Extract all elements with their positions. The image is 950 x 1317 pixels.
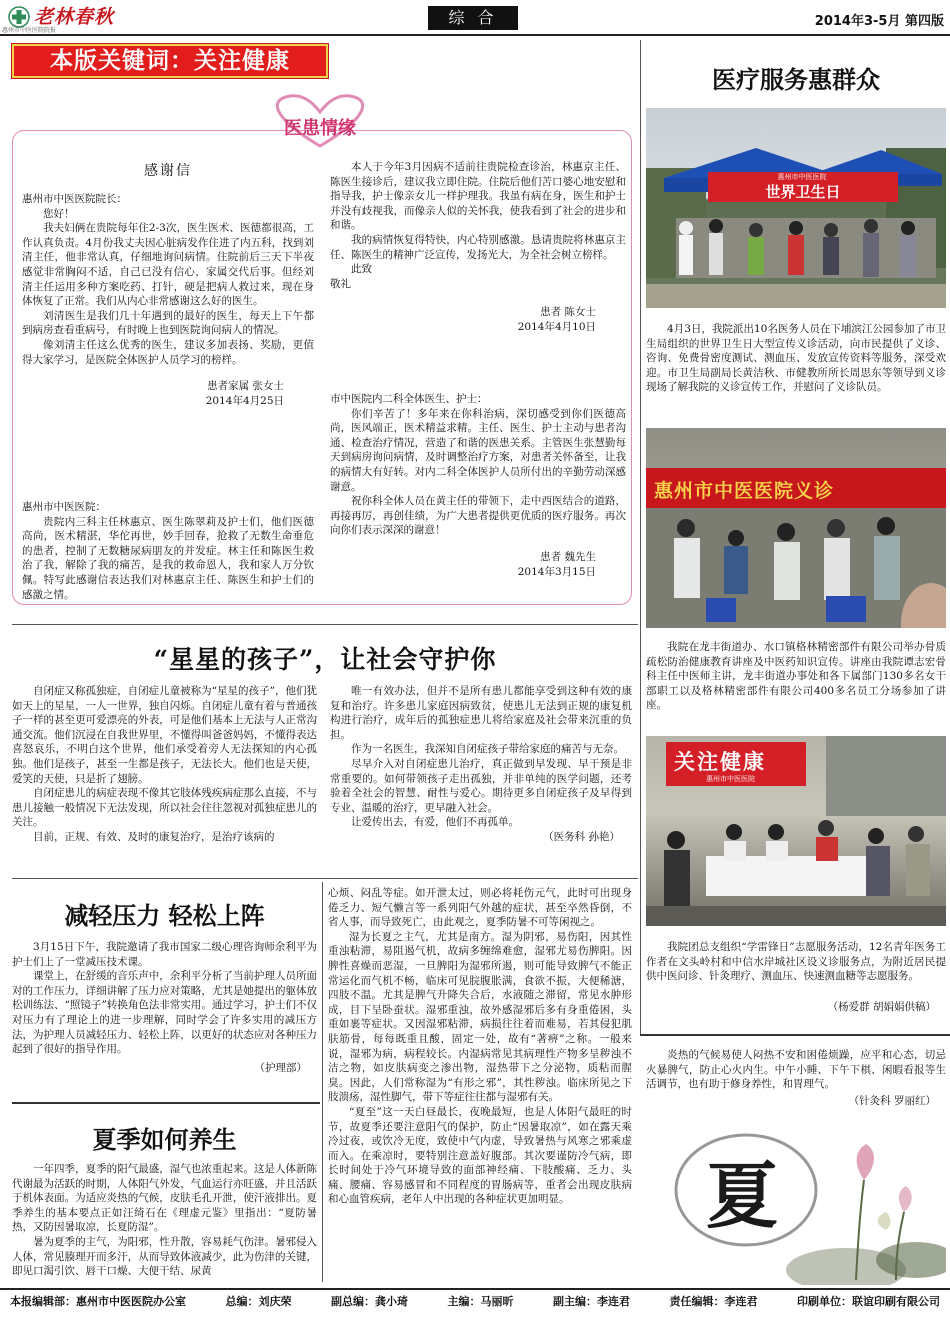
lotus-ink-painting-icon [646,1120,946,1285]
photo2-banner: 惠州市中医医院义诊 [654,480,835,502]
letter2-signer: 患者 陈女士 [540,306,596,319]
letter1-salutation: 惠州市中医医院院长： [22,193,127,205]
section-divider [12,878,638,879]
summer-paragraph: 湿为长夏之主气，尤其是南方。湿为阴邪，易伤阳，因其性重浊粘滞，易阻遏气机，故病多缠绵难愈，湿邪尤易伤脾阳。因脾性喜燥而恶湿，一旦脾阳为湿邪所遏，则可能导致脾气不能正常运化而气机不畅，临床可见脘腹胀满，食欲不振，大便稀溏，四肢不温。尤其是脾气升降失合后，水液随之滞留，常见水肿形成，目下呈卧蚕状。湿邪重浊，故外感湿邪后多有身重倦困，头重如裹等症状。又因湿邪粘滞，病损往往着而难易，若其侵犯肌肤筋骨，每每既重且酸，固定一处，故有“著痹”之称。一般来说，湿邪为病，病程较长。内湿病常见其病理性产物多呈秽浊不洁之物，如皮肤病变之渗出物，湿热带下之分泌物，质粘而腥臭。因此，人们常称湿为“有形之邪”，其性秽浊。临床所见之下肢溃疡，湿性脚气，带下等症往往都与湿邪有关。 [328,930,632,1104]
tent-scene-icon [646,108,946,308]
caption-volunteer: 我院团总支组织“学雷锋日”志愿服务活动，12名青年医务工作者在文头岭村和中信水岸城社区设义诊服务点，为附近居民提供中医问诊、针灸理疗、测血压、快速测血糖等志愿服务。 [646,941,946,983]
autism-paragraph: 尽早介入对自闭症患儿治疗，真正做到早发现、早干预是非常重要的。如何带领孩子走出孤独，并非单纯的医学问题，还考验着全社会的智慧、耐性与爱心。期待更多自闭症孩子及早得到专业、温暖的治疗，更早融入社会。 [330,757,632,814]
letter1-paragraph: 刘清医生是我们几十年遇到的最好的医生，每天上下午都到病房查看重病号，有时晚上也到医院询问病人的情况。 [22,309,314,337]
photo1-tent-small: 惠州市中医医院 [777,173,827,181]
footer-item: 责任编辑：李连君 [669,1295,758,1308]
masthead-logo-text: 老林春秋 [34,6,115,28]
letter1-signer: 患者家属 张女士 [207,380,284,393]
section-divider [12,1102,320,1104]
summer-note-byline: （针灸科 罗丽红） [848,1095,936,1107]
stress-paragraph: 3月15日下午，我院邀请了我市国家二级心理咨询师余利平为护士们上了一堂减压技术课。 [12,941,317,968]
letter2-paragraph: 我的病情恢复得特快，内心特别感激。恳请贵院将林惠京主任、陈医生的精神广泛宣传，发扬光大，为全社会树立榜样。 [330,233,626,261]
summer-col1 [12,1162,317,1279]
letter2-part2 [330,160,626,335]
letter3 [330,392,626,579]
stress-body [12,940,317,1075]
consultation-scene-icon [646,428,946,628]
letter1-paragraph: 我夫妇俩在贵院每年住2-3次，医生医术、医德都很高，工作认真负责。4月份我丈夫因心脏病发作住进了内五科，找到刘清主任，他非常认真，仔细地询问病情。住院前后三天下半夜感觉非常胸闷不适，自己已没有信心，家属交代后事。但经刘清主任运用多种方案吃药、打针，硬是把病人救过来，现在身体恢复了正常。我们从内心非常感谢这么好的医生。 [22,222,314,308]
footer-item: 总编：刘庆荣 [225,1295,292,1308]
autism-byline: （医务科 孙艳） [543,830,620,843]
stress-byline: （护理部） [254,1061,307,1074]
section-label: 综 合 [428,6,518,30]
summer-col2 [328,886,632,1284]
caption-lecture: 我院在龙丰街道办、水口镇格林精密部件有限公司举办骨质疏松防治健康教育讲座及中医药知识宣传。讲座由我院谭志宏骨科主任中医师主讲，龙丰街道办事处和各下属部门130多名女干部职工以及格林精密部件有限公司400多名员工分场参加了讲座。 [646,641,946,712]
summer-paragraph: “夏至”这一天白昼最长，夜晚最短，也是人体阳气最旺的时节，故夏季还要注意阳气的保护，防止“因暑取凉”，如在露天乘冷过夜，或饮冷无度，致使中气内虚，导致暑热与风寒之邪乘虚而入。在乘凉时，要特别注意盖好腹部。其次要谨防冷气病，即长时间处于冷气环境导致的面部神经痛、下肢酸痛、乏力、头痛、腰痛、容易感冒和不同程度的胃肠病等，重者会出现皮肤病和心血管疾病，老年人中出现的各种症状更加明显。 [328,1105,632,1206]
autism-title: “星星的孩子”，让社会守护你 [153,645,497,674]
keyword-banner [12,44,328,78]
autism-paragraph: 目前，正规、有效、及时的康复治疗，是治疗该病的 [33,830,275,843]
photo3-banner: 关注健康 [674,750,766,774]
medical-service-byline: （杨爱群 胡娟娟供稿） [827,1001,936,1013]
masthead [0,0,950,34]
section-divider [12,624,638,625]
medical-service-title: 医疗服务惠群众 [712,65,880,94]
autism-col2 [330,684,632,845]
summer-title: 夏季如何养生 [92,1125,237,1154]
date-page: 2014年3-5月 第四版 [814,14,944,29]
letter2-closing2: 敬礼 [330,277,351,290]
summer-paragraph: 一年四季，夏季的阳气最盛，湿气也浓重起来。这是人体新陈代谢最为活跃的时期，人体阳气外发，气血运行亦旺盛，并且活跃于机体表面。为适应炎热的气候，皮肤毛孔开泄，使汗液排出。夏季养生的基本要点正如汪绮石在《理虚元鉴》里指出：“夏防暑热，又防因暑取凉，长夏防湿”。 [12,1163,317,1234]
footer-item: 副总编：龚小琦 [331,1295,408,1308]
column-divider [322,882,323,1282]
footer [10,1292,940,1314]
footer-rule [0,1288,950,1290]
letter2-part1 [22,500,314,602]
masthead-logo-sub: 惠州市中医医院院报 [2,27,57,34]
stress-title: 减轻压力 轻松上阵 [64,901,265,930]
masthead-rule [0,34,950,36]
footer-item: 副主编：李连君 [553,1295,630,1308]
letter3-paragraph: 祝你科全体人员在黄主任的带领下，走中西医结合的道路，再接再厉，再创佳绩，为广大患者提供更优质的医疗服务。再次向你们表示深深的谢意！ [330,495,626,537]
letter2-salutation: 惠州市中医医院： [22,501,106,513]
autism-paragraph: 自闭症患儿的病症表现不像其它肢体残疾病症那么直接，不与患儿接触一般情况下无法发现，所以社会往往忽视对孤独症患儿的关注。 [12,787,317,829]
photo-lecture [646,428,946,628]
letter2-paragraph: 本人于今年3月因病不适前往贵院检查诊治，林惠京主任、陈医生接诊后，建议我立即住院。住院后他们苦口婆心地安慰和指导我，护士像亲女儿一样护理我。我虽有病在身，医生和护士并没有歧视我，而像亲人似的关怀我，使我看到了社会的进步和和谐。 [330,161,626,232]
letter1 [22,160,314,408]
footer-item: 主编：马丽昕 [447,1295,514,1308]
letter2-date: 2014年4月10日 [517,320,596,333]
summer-note-text: 炎热的气候易使人闷热不安和困倦烦躁，应平和心态，切忌火暴脾气，防止心火内生。中午小睡、下午下棋、闲暇看报等生活调节，也有助于修身养性，和胃理气。 [646,1049,946,1091]
letter1-title: 感谢信 [144,163,192,179]
letter2-paragraph: 贵院内三科主任林惠京、医生陈翠莉及护士们，他们医德高尚，医术精湛，华佗再世，妙手回春，抢救了无数生命垂危的患者，控制了无数糖尿病朋友的并发症。林主任和陈医生救治了我，解除了我的痛苦，是我的救命恩人，我和家人万分钦佩。特写此感谢信表达我们对林惠京主任、陈医生和护士们的感激之情。 [22,515,314,601]
autism-paragraph: 让爱传出去，有爱，他们不再孤单。 [351,816,519,829]
autism-paragraph: 作为一名医生，我深知自闭症孩子带给家庭的痛苦与无奈。 [351,743,624,756]
doctor-patient-badge-text: 医患情缘 [284,118,356,139]
footer-item: 印刷单位：联谊印刷有限公司 [797,1295,940,1308]
summer-paragraph: 暑为夏季的主气，为阳邪，性升散，容易耗气伤津。暑邪侵入人体，常见腠理开而多汗，从而导致体液减少，此为伤津的关键，即见口渴引饮、唇干口燥、大便干结、尿黄 [12,1235,317,1278]
summer-calligraphy: 夏 [706,1153,779,1238]
doctor-patient-badge [256,90,384,150]
letter3-salutation: 市中医院内二科全体医生、护士： [330,393,488,405]
summer-paragraph: 心烦、闷乱等症。如开泄太过，则必将耗伤元气，此时可出现身倦乏力、短气懒言等一系列阳气外越的症状，甚至卒然昏倒，不省人事，而导致死亡，由此观之，夏季防暑不可等闲视之。 [328,887,632,929]
section-divider [640,1034,950,1036]
photo3-banner-sub: 惠州市中医医院 [706,775,755,783]
stress-paragraph: 课堂上，在舒缓的音乐声中，余利平分析了当前护理人员所面对的工作压力，详细讲解了压力应对策略，尤其是她提出的躯体放松训练法、“照镜子”转换角色法非常实用。通过学习，护士们不仅对压力有了理论上的进一步理解，同时学会了许多实用的减压方法，为护理人员减轻压力、轻松上阵，以更好的状态应对各种压力起到了很好的指导作用。 [12,970,317,1056]
letter3-signer: 患者 魏先生 [540,550,596,563]
letter2-closing1: 此致 [351,263,372,276]
keyword-banner-text: 本版关键词：关注健康 [50,48,290,74]
autism-paragraph: 自闭症又称孤独症，自闭症儿童被称为“星星的孩子”，他们犹如天上的星星，一人一世界，独自闪烁。自闭症儿童有着与普通孩子一样的甚至更可爱漂亮的外表，可是他们基本上无法与人正常沟通交流。他们沉浸在自我世界里，不懂得叫爸爸妈妈，不懂得表达喜怒哀乐，不明白这个世界，他们承受着旁人无法探知的内心孤独。他们是孩子，甚至一生都是孩子，无法长大。他们也是天使，爱笑的天使，只是折了翅膀。 [12,685,317,785]
autism-paragraph: 唯一有效办法，但并不是所有患儿都能享受到这种有效的康复和治疗。许多患儿家庭因病致贫，使患儿无法到正规的康复机构进行治疗，成年后的孤独症患儿将给家庭及社会带来沉重的负担。 [330,685,632,741]
photo-volunteer [646,736,946,926]
letter1-date: 2014年4月25日 [205,394,284,407]
summer-illustration [646,1120,946,1285]
photo1-tent-banner: 世界卫生日 [765,183,841,201]
caption-world-health-day: 4月3日，我院派出10名医务人员在下埔滨江公园参加了市卫生局组织的世界卫生日大型宣传义诊活动，向市民提供了义诊、咨询、免费骨密度测试、测血压、发放宣传资料等服务，深受欢迎。市卫生局副局长黄洁秋、市健教所所长周思东等领导到义诊现场了解我院的义诊宣传工作，并慰问了义诊队员。 [646,323,946,394]
photo-world-health-day [646,108,946,308]
footer-item: 本报编辑部：惠州市中医医院办公室 [10,1295,186,1308]
letter3-paragraph: 你们辛苦了！多年来在你科治病，深切感受到你们医德高尚，医风端正，医术精益求精。主任、医生、护士主动与患者沟通、检查治疗情况，营造了和谐的医患关系。主管医生张慧勤每天到病房询问病情，及时调整治疗方案，对患者关怀备至，让我的病情大有好转。对内二科全体医护人员所付出的辛勤劳动深感谢意。 [330,407,626,493]
letter1-paragraph: 像刘清主任这么优秀的医生，建议多加表扬、奖励，更值得大家学习，是医院全体医护人员学习的榜样。 [22,338,314,366]
autism-col1 [12,684,317,845]
letter3-date: 2014年3月15日 [517,565,596,578]
left-area-divider [640,40,641,1035]
letter1-greeting: 您好！ [43,207,75,220]
